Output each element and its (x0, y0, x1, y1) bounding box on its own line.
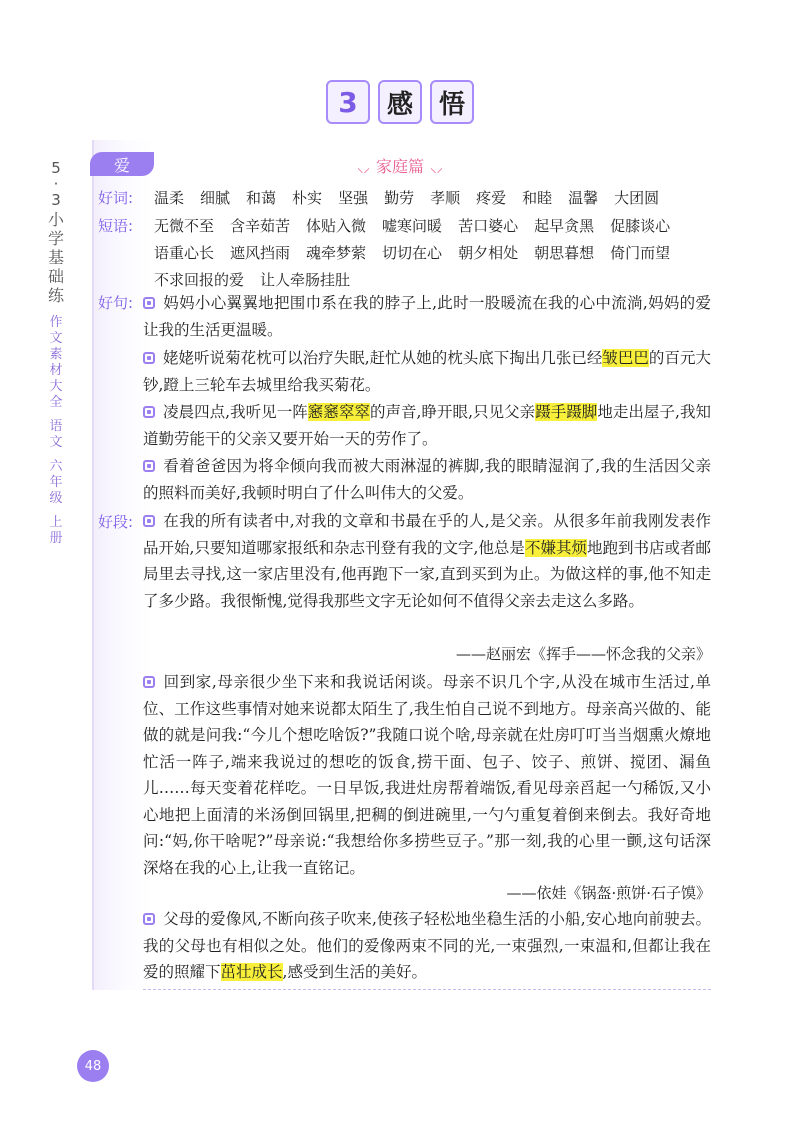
label-good-sentences: 好句: (98, 294, 134, 312)
label-good-words: 好词: (98, 189, 134, 207)
series-char: 础 (47, 267, 64, 286)
paragraph-source: ——依娃《锅盔·煎饼·石子馍》 (506, 884, 711, 902)
sentence-text: 地走出屋子,我知道勤劳能干的父亲又要开始一天的劳作了。 (143, 403, 711, 448)
subtitle-char: 文 (49, 331, 63, 346)
paragraph-text: 在我的所有读者中,对我的文章和书最在乎的人,是父亲。从很多年前我刚发表作品开始,只要知道哪家报纸和杂志刊登有我的文字,他总是 (143, 512, 711, 557)
word-item: 大团圆 (614, 189, 660, 207)
series-char: 5 (51, 159, 61, 177)
highlight-phrase: 茁壮成长 (220, 963, 283, 981)
word-item: 和蔼 (246, 189, 277, 207)
subtitle-char: 册 (49, 531, 63, 546)
bullet-icon (143, 460, 155, 472)
phrase-item: 含辛茹苦 (230, 217, 291, 235)
sentence-text: 妈妈小心翼翼地把围巾系在我的脖子上,此时一股暖流在我的心中流淌,妈妈的爱让我的生活更温暖。 (143, 294, 711, 339)
phrase-item: 让人牵肠挂肚 (260, 271, 351, 289)
phrase-item: 不求回报的爱 (154, 271, 245, 289)
bullet-icon (143, 406, 155, 418)
chapter-title-char-2: 悟 (430, 80, 474, 124)
word-item: 孝顺 (430, 189, 461, 207)
subtitle-char: 语 (49, 419, 63, 434)
highlight-phrase: 蹑手蹑脚 (535, 403, 598, 421)
word-item: 细腻 (200, 189, 231, 207)
phrase-item: 促膝谈心 (610, 217, 671, 235)
flourish-right-icon: ⸜⸝ (430, 161, 443, 176)
phrases-row (154, 269, 366, 290)
content-panel-border (92, 140, 94, 990)
phrase-item: 遮风挡雨 (230, 244, 291, 262)
bullet-icon (143, 913, 155, 925)
sentence-item (143, 399, 711, 452)
word-item: 温馨 (568, 189, 599, 207)
section-title (0, 154, 800, 177)
section-title-text: 家庭篇 (375, 157, 424, 176)
series-char: · (53, 175, 59, 193)
flourish-left-icon: ⸜⸝ (356, 161, 370, 176)
word-item: 勤劳 (384, 189, 415, 207)
word-item: 温柔 (154, 189, 185, 207)
highlight-phrase: 窸窸窣窣 (307, 403, 370, 421)
subtitle-char: 素 (49, 347, 63, 362)
paragraph-item (143, 508, 711, 614)
sentence-item (143, 345, 711, 398)
bullet-icon (143, 352, 155, 364)
subtitle-char: 材 (49, 363, 63, 378)
subtitle-char: 全 (49, 395, 63, 410)
phrase-item: 切切在心 (382, 244, 443, 262)
page-number: 48 (77, 1050, 109, 1082)
phrase-item: 朝夕相处 (458, 244, 519, 262)
word-item: 坚强 (338, 189, 369, 207)
chapter-number: 3 (326, 80, 370, 124)
subtitle-char: 上 (49, 515, 63, 530)
highlight-phrase: 不嫌其烦 (524, 538, 587, 557)
bullet-icon (143, 676, 155, 688)
phrase-item: 魂牵梦萦 (306, 244, 367, 262)
word-item: 疼爱 (476, 189, 507, 207)
book-subtitle (49, 315, 62, 547)
subtitle-char: 六 (49, 459, 63, 474)
paragraph-text: 回到家,母亲很少坐下来和我说话闲谈。母亲不识几个字,从没在城市生活过,单位、工作这些事情对她来说都太陌生了,我生怕自己说不到地方。母亲高兴做的、能做的就是问我:“今儿个想吃啥饭?”我随口说个啥,母亲就在灶房叮叮当当烟熏火燎地忙活一阵子,端来我说过的想吃的饭食,捞干面、包子、饺子、煎饼、搅团、漏鱼儿……每天变着花样吃。一日早饭,我进灶房帮着端饭,看见母亲舀起一勺稀饭,又小心地把上面清的米汤倒回锅里,把稠的倒进碗里,一勺勺重复着倒来倒去。我好奇地问:“妈,你干啥呢?”母亲说:“我想给你多捞些豆子。”那一刻,我的心里一颤,这句话深深烙在我的心上,让我一直铭记。 (143, 673, 711, 877)
sentence-text: 的百元大钞,蹬上三轮车去城里给我买菊花。 (143, 349, 711, 394)
subtitle-char: 大 (49, 379, 63, 394)
paragraph-text: 父母的爱像风,不断向孩子吹来,使孩子轻松地坐稳生活的小船,安心地向前驶去。我的父母也有相似之处。他们的爱像两束不同的光,一束强烈,一束温和,但都让我在爱的照耀下 (143, 910, 711, 981)
paragraph-text: ,感受到生活的美好。 (282, 963, 427, 981)
subtitle-char: 级 (49, 491, 63, 506)
label-good-paragraphs: 好段: (98, 513, 134, 531)
series-char: 基 (47, 248, 64, 267)
highlight-phrase: 皱巴巴 (602, 349, 649, 367)
subtitle-char: 文 (49, 435, 63, 450)
phrase-item: 朝思暮想 (534, 244, 595, 262)
content-dashed-divider (143, 989, 711, 990)
paragraph-item (143, 669, 711, 881)
subtitle-gap (49, 411, 62, 419)
word-item: 和睦 (522, 189, 553, 207)
chapter-title (0, 80, 800, 124)
subtitle-gap (49, 507, 62, 515)
bullet-icon (143, 297, 155, 309)
phrase-item: 无微不至 (154, 217, 215, 235)
subtitle-gap (49, 451, 62, 459)
sentence-text: 看着爸爸因为将伞倾向我而被大雨淋湿的裤脚,我的眼睛湿润了,我的生活因父亲的照料而美好,我顿时明白了什么叫伟大的父爱。 (143, 457, 711, 502)
subtitle-char: 年 (49, 475, 63, 490)
paragraph-source: ——赵丽宏《挥手——怀念我的父亲》 (455, 645, 711, 663)
phrase-item: 倚门而望 (610, 244, 671, 262)
series-name (48, 210, 64, 305)
series-char: 3 (51, 191, 61, 209)
paragraph-item (143, 906, 711, 986)
sentence-text: 姥姥听说菊花枕可以治疗失眠,赶忙从她的枕头底下掏出几张已经 (163, 349, 603, 367)
phrase-item: 语重心长 (154, 244, 215, 262)
sentence-text: 的声音,睁开眼,只见父亲 (369, 403, 536, 421)
phrase-item: 起早贪黑 (534, 217, 595, 235)
series-char: 练 (47, 286, 64, 305)
word-item: 朴实 (292, 189, 323, 207)
label-phrases: 短语: (98, 217, 134, 235)
phrases-row (154, 215, 686, 236)
subtitle-char: 作 (49, 315, 63, 330)
paragraph-text: 地跑到书店或者邮局里去寻找,这一家店里没有,他再跑下一家,直到买到为止。为做这样的事,他不知走了多少路。我很惭愧,觉得我那些文字无论如何不值得父亲去走这么多路。 (143, 538, 711, 610)
sentence-text: 凌晨四点,我听见一阵 (163, 403, 308, 421)
chapter-title-char-1: 感 (378, 80, 422, 124)
series-char: 小 (47, 210, 64, 229)
phrase-item: 嘘寒问暖 (382, 217, 443, 235)
good-words-list (154, 187, 675, 208)
sentence-item (143, 453, 711, 506)
phrase-item: 体贴入微 (306, 217, 367, 235)
phrase-item: 苦口婆心 (458, 217, 519, 235)
sidebar-series-title (45, 160, 67, 547)
sentence-item (143, 290, 711, 343)
series-char: 学 (47, 229, 64, 248)
bullet-icon (143, 515, 155, 527)
phrases-row (154, 242, 686, 263)
topic-tag: 爱 (90, 152, 154, 176)
